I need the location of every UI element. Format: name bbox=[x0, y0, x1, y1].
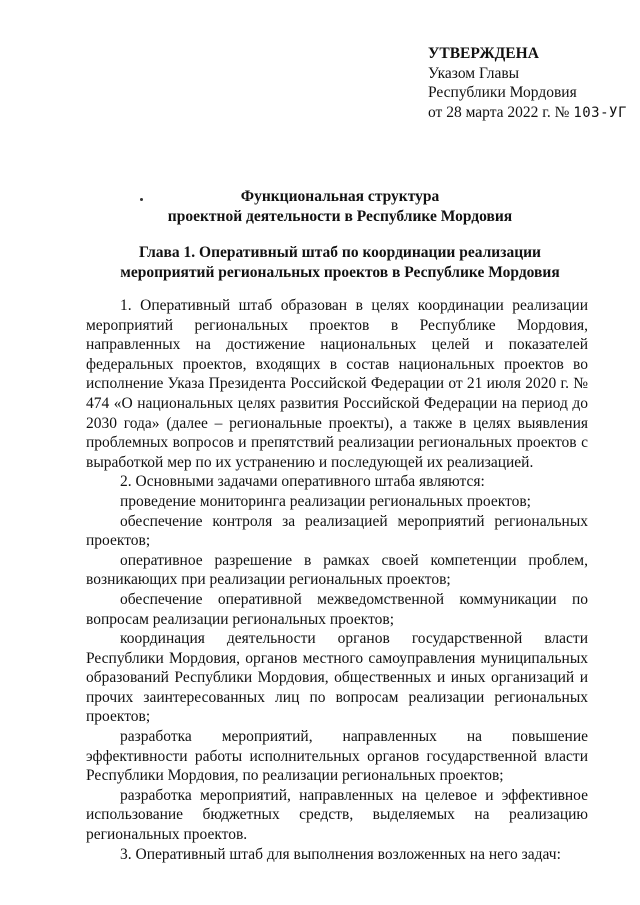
document-title bbox=[60, 187, 620, 227]
paragraph: координация деятельности органов государственной власти Республики Мордовия, органов местного самоуправления муниципальных образований Республики Мордовия, общественных и иных организаций и прочих заинтересованных лиц по вопросам реализации региональных проектов; bbox=[86, 630, 588, 726]
paragraph: 3. Оперативный штаб для выполнения возложенных на него задач: bbox=[120, 845, 561, 863]
paragraph: оперативное разрешение в рамках своей компетенции проблем, возникающих при реализации региональных проектов; bbox=[86, 551, 588, 589]
document-title-line-2: проектной деятельности в Республике Мордовия bbox=[167, 208, 513, 225]
paragraph: 2. Основными задачами оперативного штаба являются: bbox=[120, 473, 485, 491]
approval-stamp bbox=[428, 44, 627, 123]
approval-date: от 28 марта 2022 г. № bbox=[428, 103, 574, 121]
chapter-heading-line-1: Глава 1. Оперативный штаб по координации реализации bbox=[138, 244, 541, 261]
paragraph: обеспечение оперативной межведомственной коммуникации по вопросам реализации региональных проектов; bbox=[86, 590, 588, 628]
document-body bbox=[86, 296, 588, 864]
paragraph: обеспечение контроля за реализацией мероприятий региональных проектов; bbox=[86, 512, 588, 550]
paragraph: разработка мероприятий, направленных на целевое и эффективное использование бюджетных средств, выделяемых на реализацию региональных проектов. bbox=[86, 786, 588, 844]
approval-date-line bbox=[428, 103, 627, 124]
document-title-line-1: Функциональная структура bbox=[240, 188, 440, 205]
approval-line-2: Республики Мордовия bbox=[428, 84, 577, 101]
chapter-heading bbox=[60, 243, 620, 283]
approval-status: УТВЕРЖДЕНА bbox=[428, 45, 539, 62]
paragraph: 1. Оперативный штаб образован в целях координации реализации мероприятий региональных проектов в Республике Мордовия, направленных на достижение национальных целей и показателей федеральных проектов, входящих в состав национальных проектов во исполнение Указа Президента Российской Федерации от 21 июля 2020 г. № 474 «О национальных целях развития Российской Федерации на период до 2030 года» (далее – региональные проекты), а также в целях выявления проблемных вопросов и препятствий реализации региональных проектов с выработкой мер по их устранению и последующей их реализацией. bbox=[86, 297, 588, 471]
approval-line-1: Указом Главы bbox=[428, 64, 520, 82]
approval-number: 103-УГ bbox=[573, 104, 627, 121]
paragraph: разработка мероприятий, направленных на повышение эффективности работы исполнительных органов государственной власти Республики Мордовия, по реализации региональных проектов; bbox=[86, 728, 588, 785]
paragraph: проведение мониторинга реализации региональных проектов; bbox=[120, 492, 531, 510]
chapter-heading-line-2: мероприятий региональных проектов в Республике Мордовия bbox=[120, 264, 560, 281]
